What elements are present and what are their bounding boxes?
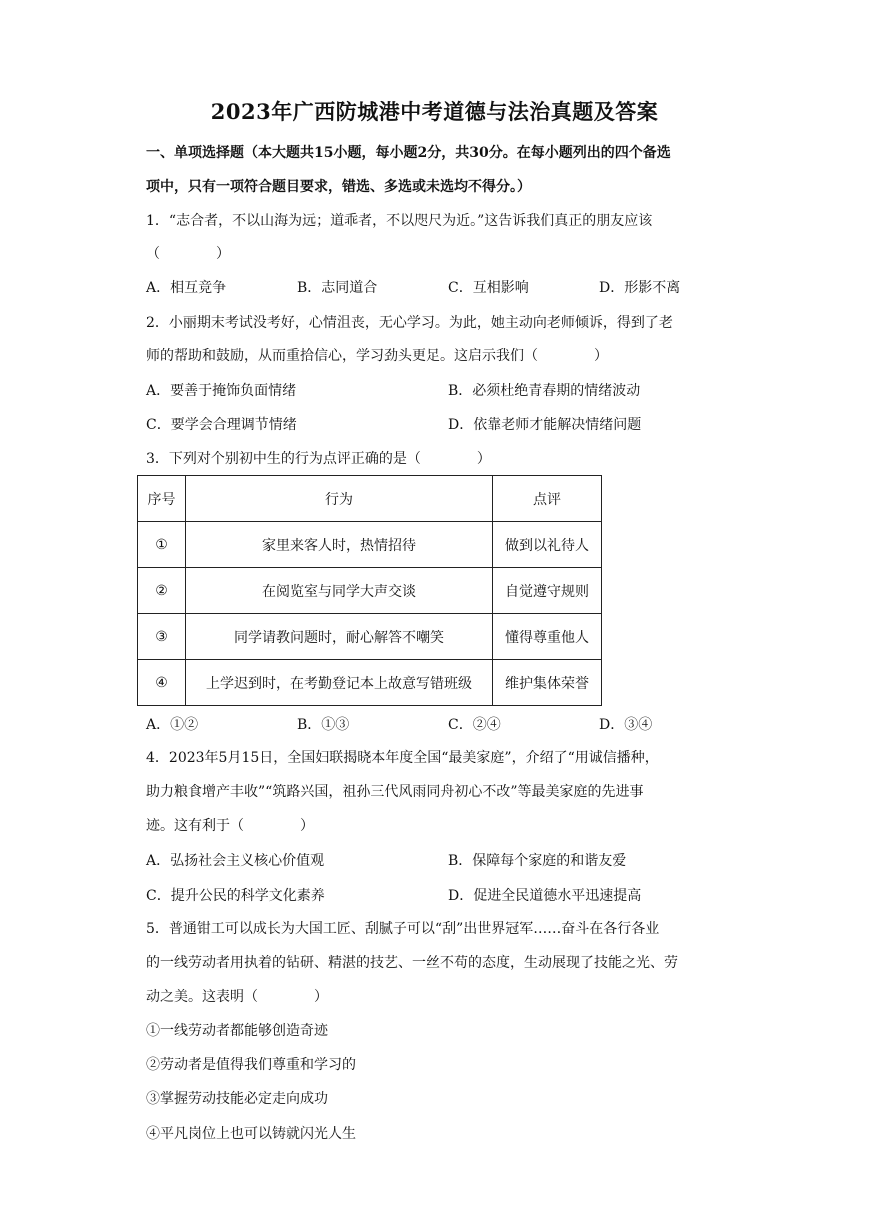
q4-option-b: B．保障每个家庭的和谐友爱	[448, 853, 627, 869]
table-cell: 家里来客人时，热情招待	[186, 522, 493, 568]
q5-stem-line-2: 的一线劳动者用执着的钻研、精湛的技艺、一丝不苟的态度，生动展现了技能之光、劳	[146, 955, 678, 971]
table-row	[138, 614, 602, 660]
page-title: 2023年广西防城港中考道德与法治真题及答案	[210, 99, 659, 124]
table-cell: 同学请教问题时，耐心解答不嘲笑	[186, 614, 493, 660]
table-cell: ③	[138, 614, 186, 660]
q3-option-c: C．②④	[448, 717, 501, 733]
section-heading-line-2: 项中，只有一项符合题目要求，错选、多选或未选均不得分。）	[146, 179, 531, 195]
q2-option-a: A．要善于掩饰负面情绪	[146, 383, 297, 399]
table-row	[138, 660, 602, 706]
table-cell: ①	[138, 522, 186, 568]
q3-behavior-table	[137, 475, 602, 706]
q4-stem-line-1: 4．2023年5月15日，全国妇联揭晓本年度全国“最美家庭”，介绍了“用诚信播种，	[146, 750, 659, 766]
q1-option-b: B．志同道合	[297, 280, 378, 296]
q3-option-a: A．①②	[146, 717, 199, 733]
q1-option-d: D．形影不离	[599, 280, 681, 296]
section-heading-line-1: 一、单项选择题（本大题共15小题，每小题2分，共30分。在每小题列出的四个备选	[146, 145, 671, 161]
q1-option-c: C．互相影响	[448, 280, 529, 296]
q2-stem-line-2: 师的帮助和鼓励，从而重拾信心，学习劲头更足。这启示我们（ ）	[146, 348, 608, 364]
q2-option-b: B．必须杜绝青春期的情绪波动	[448, 383, 641, 399]
q3-stem: 3．下列对个别初中生的行为点评正确的是（ ）	[146, 451, 491, 467]
q2-option-c: C．要学会合理调节情绪	[146, 417, 297, 433]
table-cell: 做到以礼待人	[493, 522, 602, 568]
table-cell: ④	[138, 660, 186, 706]
q1-option-a: A．相互竞争	[146, 280, 227, 296]
q4-stem-line-3: 迹。这有利于（ ）	[146, 818, 314, 834]
table-cell: 上学迟到时，在考勤登记本上故意写错班级	[186, 660, 493, 706]
q1-stem-line-2: （ ）	[146, 246, 230, 262]
q4-option-d: D．促进全民道德水平迅速提高	[448, 888, 642, 904]
q2-option-d: D．依靠老师才能解决情绪问题	[448, 417, 642, 433]
table-cell: ②	[138, 568, 186, 614]
table-header-cell: 序号	[138, 476, 186, 522]
q5-stem-line-3: 动之美。这表明（ ）	[146, 989, 328, 1005]
q3-option-d: D．③④	[599, 717, 653, 733]
table-cell: 自觉遵守规则	[493, 568, 602, 614]
table-cell: 维护集体荣誉	[493, 660, 602, 706]
q5-statement-1: ①一线劳动者都能够创造奇迹	[146, 1023, 328, 1039]
table-header-row	[138, 476, 602, 522]
q2-stem-line-1: 2．小丽期末考试没考好，心情沮丧，无心学习。为此，她主动向老师倾诉，得到了老	[146, 315, 673, 331]
q5-statement-4: ④平凡岗位上也可以铸就闪光人生	[146, 1126, 356, 1142]
q4-option-a: A．弘扬社会主义核心价值观	[146, 853, 325, 869]
q5-statement-3: ③掌握劳动技能必定走向成功	[146, 1091, 328, 1107]
q1-stem-line-1: 1．“志合者，不以山海为远；道乖者，不以咫尺为近。”这告诉我们真正的朋友应该	[146, 213, 653, 229]
table-cell: 懂得尊重他人	[493, 614, 602, 660]
table-header-cell: 行为	[186, 476, 493, 522]
table-cell: 在阅览室与同学大声交谈	[186, 568, 493, 614]
q4-option-c: C．提升公民的科学文化素养	[146, 888, 325, 904]
table-header-cell: 点评	[493, 476, 602, 522]
q3-option-b: B．①③	[297, 717, 350, 733]
q5-stem-line-1: 5．普通钳工可以成长为大国工匠、刮腻子可以“刮”出世界冠军……奋斗在各行各业	[146, 921, 660, 937]
table-row	[138, 522, 602, 568]
table-row	[138, 568, 602, 614]
q5-statement-2: ②劳动者是值得我们尊重和学习的	[146, 1057, 356, 1073]
q4-stem-line-2: 助力粮食增产丰收”“筑路兴国，祖孙三代风雨同舟初心不改”等最美家庭的先进事	[146, 784, 644, 800]
